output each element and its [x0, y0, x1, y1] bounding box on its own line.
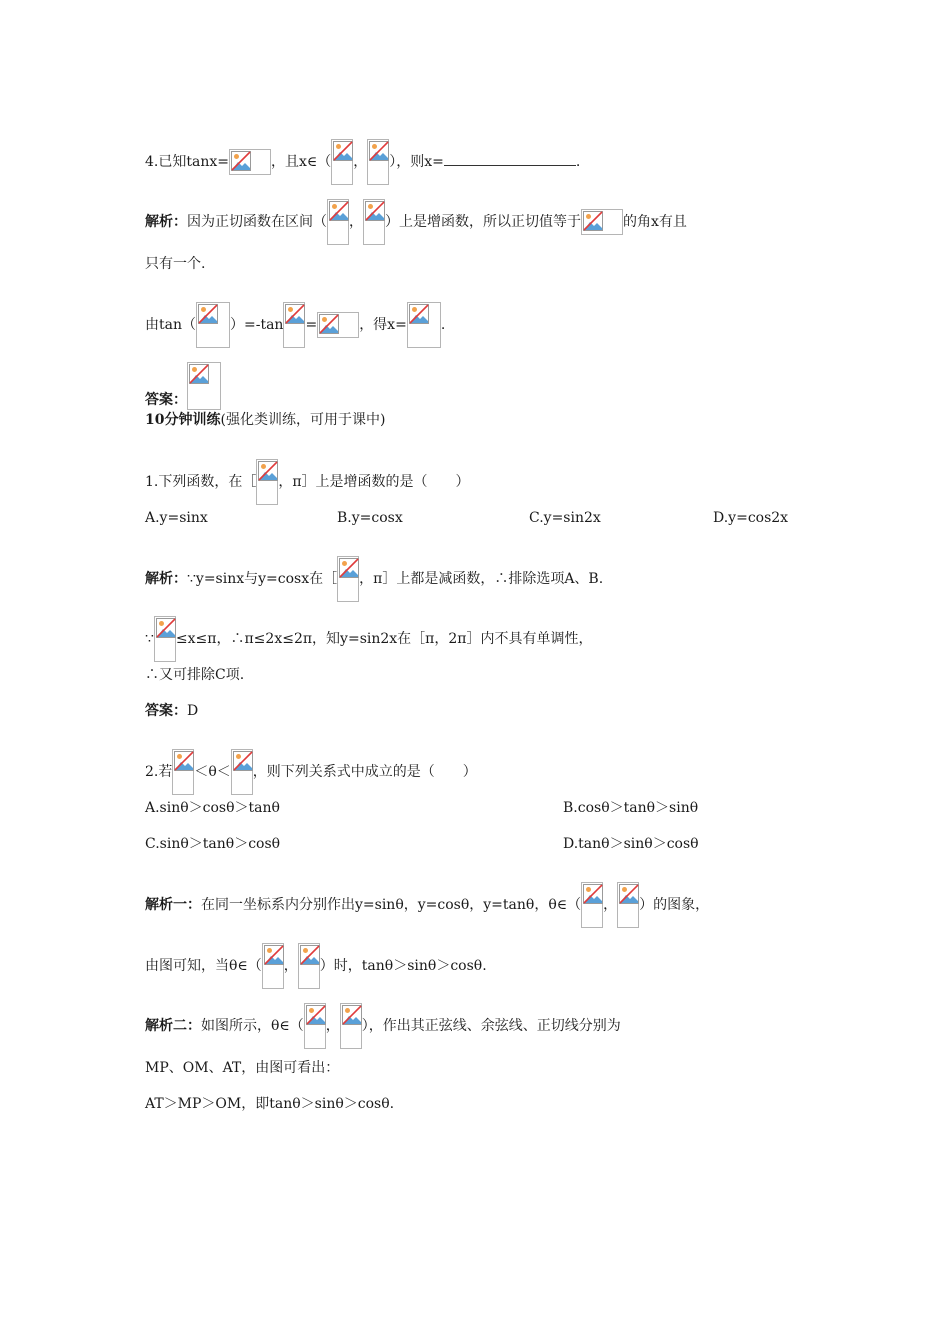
broken-image-icon — [327, 199, 349, 245]
q2-analysis-1: 解析一：在同一坐标系内分别作出y=sinθ，y=cosθ，y=tanθ，θ∈（ ， ）的图象， — [145, 882, 709, 902]
section-title: 10分钟训练(强化类训练，可用于课中) — [145, 412, 386, 428]
broken-image-icon — [363, 199, 385, 245]
option-d[interactable]: D.y=cos2x — [713, 510, 789, 526]
option-c[interactable]: C.y=sin2x — [529, 510, 601, 526]
broken-image-icon — [581, 882, 603, 928]
q1-analysis-2: ∵ ≤x≤π，∴π≤2x≤2π，知y=sin2x在［π，2π］内不具有单调性， — [145, 616, 592, 636]
broken-image-icon — [298, 943, 320, 989]
option-a[interactable]: A.sinθ＞cosθ＞tanθ — [145, 800, 280, 816]
broken-image-icon — [367, 139, 389, 185]
broken-image-icon — [283, 302, 305, 348]
q4-stem: 4.已知tanx= ，且x∈（ ， ），则x= . — [145, 139, 580, 159]
broken-image-icon — [262, 943, 284, 989]
q2-stem: 2.若 ＜θ＜ ，则下列关系式中成立的是（ ） — [145, 749, 477, 769]
broken-image-icon — [172, 749, 194, 795]
q4-analysis-cont: 只有一个. — [145, 256, 206, 272]
broken-image-icon — [229, 149, 271, 175]
q1-answer: 答案：D — [145, 703, 199, 719]
q4-derivation: 由tan（ ）=-tan = ，得x= . — [145, 302, 445, 322]
q2-analysis-2: 解析二：如图所示，θ∈（ ， ），作出其正弦线、余弦线、正切线分别为 — [145, 1003, 621, 1023]
broken-image-icon — [581, 209, 623, 235]
broken-image-icon — [256, 459, 278, 505]
option-a[interactable]: A.y=sinx — [145, 510, 208, 526]
q1-stem: 1.下列函数，在［ ，π］上是增函数的是（ ） — [145, 459, 470, 479]
q2-analysis-2-conclusion: AT＞MP＞OM，即tanθ＞sinθ＞cosθ. — [145, 1096, 395, 1112]
option-c[interactable]: C.sinθ＞tanθ＞cosθ — [145, 836, 281, 852]
q2-analysis-2-cont: MP、OM、AT，由图可看出： — [145, 1060, 340, 1076]
broken-image-icon — [340, 1003, 362, 1049]
option-b[interactable]: B.cosθ＞tanθ＞sinθ — [563, 800, 699, 816]
broken-image-icon — [317, 312, 359, 338]
answer-blank[interactable] — [444, 151, 576, 166]
q1-analysis: 解析：∵y=sinx与y=cosx在［ ，π］上都是减函数，∴排除选项A、B. — [145, 556, 603, 576]
broken-image-icon — [196, 302, 230, 348]
broken-image-icon — [337, 556, 359, 602]
broken-image-icon — [407, 302, 441, 348]
q4-analysis: 解析：因为正切函数在区间（ ， ）上是增函数，所以正切值等于 的角x有且 — [145, 199, 687, 219]
q2-analysis-1-cont: 由图可知，当θ∈（ ， ）时，tanθ＞sinθ＞cosθ. — [145, 943, 487, 963]
option-b[interactable]: B.y=cosx — [337, 510, 403, 526]
broken-image-icon — [617, 882, 639, 928]
broken-image-icon — [331, 139, 353, 185]
q4-answer: 答案： — [145, 362, 221, 382]
broken-image-icon — [304, 1003, 326, 1049]
broken-image-icon — [154, 616, 176, 662]
q1-analysis-3: ∴又可排除C项. — [145, 667, 245, 683]
broken-image-icon — [187, 362, 221, 410]
broken-image-icon — [231, 749, 253, 795]
option-d[interactable]: D.tanθ＞sinθ＞cosθ — [563, 836, 699, 852]
